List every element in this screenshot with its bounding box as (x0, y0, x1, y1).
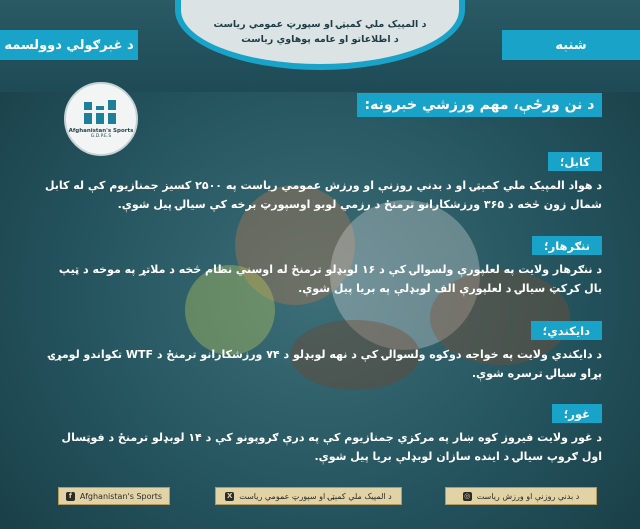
weekday-label: شنبه (502, 30, 640, 60)
section-text-daykundi: د دايکندي ولايت په خواجه دوکوه ولسوالۍ کې د نهه لوبډلو د ۷۴ ورزشکارانو ترمنځ د WTF تکواندو لومړۍ پړاو سيالۍ ترسره شوې. (48, 348, 602, 380)
facebook-label: Afghanistan's Sports (79, 491, 163, 501)
facebook-footer[interactable] (58, 487, 170, 505)
org-line-1: د المپيک ملي کمېټۍ او سپورټ عمومي رياست (213, 19, 427, 30)
org-line-2: د اطلاعاتو او عامه پوهاوي رياست (241, 34, 399, 45)
twitter-label: د المپيک ملي کمېټۍ او سپورټ عمومي رياست (239, 491, 392, 501)
section-text-ghor: د غور ولايت فيروز کوه ښار په مرکزي جمنازيوم کې په درې ګروپونو کې د ۱۴ لوبډلو ترمنځ د فوټسال اول ګروپ سيالۍ د اينده سازان لوبډلې بريا پيل شوې. (61, 431, 602, 463)
date-label: د غبرګولي دوولسمه (0, 30, 138, 60)
section-label-nangarhar: ننګرهار؛ (532, 236, 602, 255)
logo-sub: G.D.P.E.S (90, 133, 112, 139)
section-text-kabul: د هواد المپيک ملي کمېټۍ او د بدني روزنې او ورزش عمومي رياست په ۲۵۰۰ کسيز جمنازيوم کې له کابل شمال زون څخه د ۳۶۵ ورزشکارانو ترمنځ د رزمي لوبو اوسپورټ برخه کې سيالۍ پيل شوې. (44, 179, 602, 211)
x-twitter-icon: X (227, 491, 233, 500)
afghanistan-sports-logo (64, 82, 138, 156)
instagram-icon: ◎ (464, 491, 471, 500)
main-title: د نن ورځې، مهم ورزشي خبرونه: (357, 93, 602, 117)
logo-mark-icon (82, 100, 120, 126)
instagram-footer[interactable] (445, 487, 597, 505)
section-text-nangarhar: د ننګرهار ولايت په لعلپورې ولسوالۍ کې د ۱۶ لوبډلو ترمنځ له اوسني نظام څخه د ملاتړ په موخه د ټيپ بال کرکټ سيالۍ د لعلپورې الف لوبډلې په بريا پيل شوې. (58, 263, 602, 295)
instagram-label: د بدني روزنې او ورزش رياست (476, 491, 580, 501)
twitter-footer[interactable] (215, 487, 402, 505)
facebook-icon: f (66, 492, 75, 501)
section-label-ghor: غور؛ (552, 404, 602, 423)
logo-name: Afghanistan's Sports (68, 127, 134, 134)
section-label-kabul: کابل؛ (548, 152, 602, 171)
section-label-daykundi: دايکندي؛ (531, 321, 602, 340)
